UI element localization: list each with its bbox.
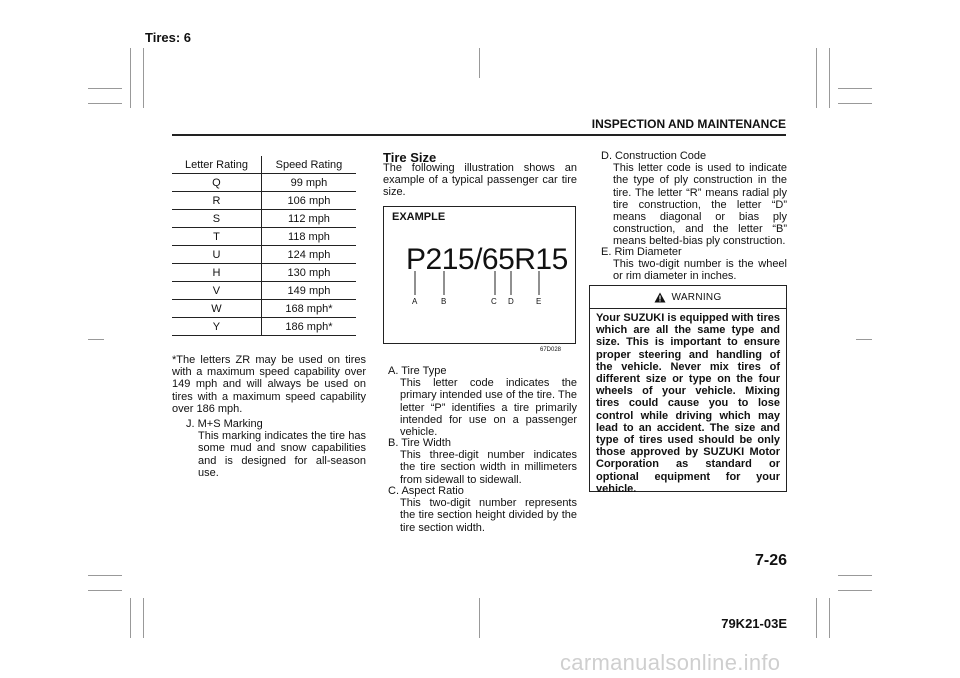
callout-letter-b: B bbox=[441, 297, 447, 306]
speed-rating: 99 mph bbox=[261, 174, 356, 192]
callout-letter-e: E bbox=[536, 297, 542, 306]
tire-size-example-figure bbox=[383, 206, 576, 344]
crop-mark bbox=[479, 598, 480, 638]
item-title: A. Tire Type bbox=[388, 365, 447, 377]
speed-rating: 124 mph bbox=[261, 246, 356, 264]
item-d bbox=[601, 150, 787, 248]
crop-mark bbox=[88, 590, 122, 591]
letter-rating: Q bbox=[172, 174, 261, 192]
table-row bbox=[172, 192, 356, 210]
table-row bbox=[172, 228, 356, 246]
warning-triangle-icon bbox=[654, 292, 666, 303]
item-text: This letter code indicates the primary intended use of the tire. The letter “P” identifies a tire primarily intended for use on a passenger vehicle. bbox=[400, 377, 577, 439]
table-row bbox=[172, 282, 356, 300]
crop-mark bbox=[88, 339, 104, 340]
item-j bbox=[186, 418, 366, 479]
crop-mark bbox=[130, 598, 131, 638]
crop-mark bbox=[130, 48, 131, 108]
letter-rating: H bbox=[172, 264, 261, 282]
table-row bbox=[172, 318, 356, 336]
letter-rating: Y bbox=[172, 318, 261, 336]
header-rule bbox=[172, 134, 786, 136]
table-row bbox=[172, 264, 356, 282]
speed-rating: 149 mph bbox=[261, 282, 356, 300]
item-title: J. M+S Marking bbox=[186, 418, 263, 430]
item-title: D. Construction Code bbox=[601, 150, 707, 162]
example-label: EXAMPLE bbox=[392, 211, 446, 223]
item-text: This letter code is used to indicate the type of ply construction in the tire. The letter “R” means radial ply tire construction, the letter “D” means diagonal or bias ply construction, and the letter “B” means belted-bias ply construction. bbox=[613, 162, 787, 248]
speed-rating: 186 mph* bbox=[261, 318, 356, 336]
warning-box bbox=[589, 285, 787, 495]
crop-mark bbox=[816, 598, 817, 638]
callout-letter-c: C bbox=[491, 297, 497, 306]
example-tire-code: P215/65R15 bbox=[406, 243, 568, 276]
speed-rating-table bbox=[172, 156, 356, 336]
item-text: This marking indicates the tire has some mud and snow capabilities and is designed for all-season use. bbox=[198, 430, 366, 479]
item-title: C. Aspect Ratio bbox=[388, 485, 464, 497]
speed-rating: 118 mph bbox=[261, 228, 356, 246]
speed-rating: 106 mph bbox=[261, 192, 356, 210]
table-header-row bbox=[172, 156, 356, 174]
table-header: Letter Rating bbox=[172, 156, 261, 174]
table-row bbox=[172, 300, 356, 318]
crop-mark bbox=[88, 575, 122, 576]
item-c bbox=[388, 485, 577, 534]
speed-rating: 112 mph bbox=[261, 210, 356, 228]
warning-title: WARNING bbox=[671, 291, 722, 303]
item-text: This three-digit number indicates the tire section width in millimeters from sidewall to sidewall. bbox=[400, 449, 577, 486]
chapter-title: INSPECTION AND MAINTENANCE bbox=[591, 117, 786, 131]
table-header: Speed Rating bbox=[261, 156, 356, 174]
watermark: carmanualsonline.info bbox=[560, 650, 781, 675]
callout-letter-d: D bbox=[508, 297, 514, 306]
letter-rating: V bbox=[172, 282, 261, 300]
table-row bbox=[172, 210, 356, 228]
table-row bbox=[172, 174, 356, 192]
crop-mark bbox=[838, 590, 872, 591]
item-e bbox=[601, 246, 787, 283]
table-row bbox=[172, 246, 356, 264]
figure-id: 67D028 bbox=[540, 347, 562, 353]
item-text: This two-digit number is the wheel or rim diameter in inches. bbox=[613, 258, 787, 283]
letter-rating: W bbox=[172, 300, 261, 318]
item-a bbox=[388, 365, 577, 438]
zr-note: *The letters ZR may be used on tires with a maximum speed capability over 149 mph and will always be used on tires with a maximum speed capability over 186 mph. bbox=[172, 354, 366, 415]
speed-rating: 130 mph bbox=[261, 264, 356, 282]
speed-rating: 168 mph* bbox=[261, 300, 356, 318]
crop-mark bbox=[88, 103, 122, 104]
crop-mark bbox=[856, 339, 872, 340]
document-code: 79K21-03E bbox=[721, 616, 787, 631]
section-label: Tires: 6 bbox=[145, 30, 192, 45]
letter-rating: S bbox=[172, 210, 261, 228]
tire-size-intro: The following illustration shows an example of a typical passenger car tire size. bbox=[383, 162, 577, 199]
crop-mark bbox=[838, 103, 872, 104]
item-b bbox=[388, 437, 577, 486]
tire-size-title: Tire Size bbox=[383, 150, 437, 165]
item-title: E. Rim Diameter bbox=[601, 246, 682, 258]
crop-mark bbox=[88, 88, 122, 89]
crop-mark bbox=[479, 48, 480, 78]
callout-lines bbox=[384, 207, 575, 343]
crop-mark bbox=[143, 598, 144, 638]
crop-mark bbox=[829, 598, 830, 638]
page-number: 7-26 bbox=[754, 552, 787, 569]
warning-text: Your SUZUKI is equipped with tires which are all the same type and size. This is important to ensure proper steering and handling of the vehicle. Never mix tires of different size or type on the four wheels of your vehicle. Mixing tires could cause you to lose control while driving which may lead to an accident. The size and type of tires used should be only those approved by SUZUKI Motor Corporation as standard or optional equipment for your vehicle. bbox=[596, 312, 780, 495]
letter-rating: R bbox=[172, 192, 261, 210]
item-title: B. Tire Width bbox=[388, 437, 451, 449]
crop-mark bbox=[816, 48, 817, 108]
crop-mark bbox=[838, 88, 872, 89]
crop-mark bbox=[838, 575, 872, 576]
letter-rating: T bbox=[172, 228, 261, 246]
letter-rating: U bbox=[172, 246, 261, 264]
item-text: This two-digit number represents the tire section height divided by the tire section width. bbox=[400, 497, 577, 534]
crop-mark bbox=[829, 48, 830, 108]
callout-letter-a: A bbox=[412, 297, 418, 306]
warning-header bbox=[590, 286, 786, 309]
crop-mark bbox=[143, 48, 144, 108]
